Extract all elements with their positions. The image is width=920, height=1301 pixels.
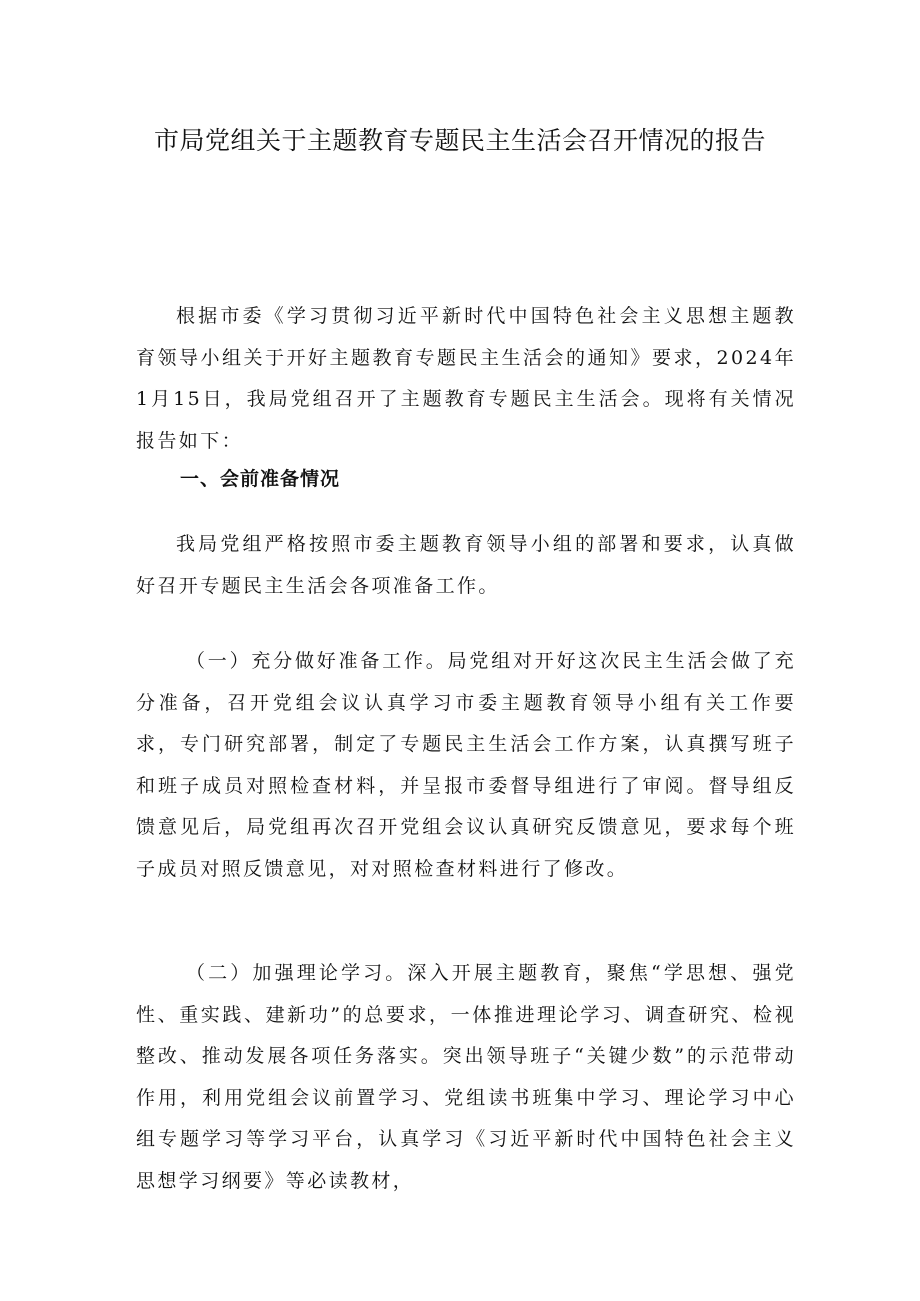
section-heading: 一、会前准备情况 — [180, 468, 341, 490]
document-title: 市局党组关于主题教育专题民主生活会召开情况的报告 — [153, 126, 766, 155]
preparation-paragraph: （一）充分做好准备工作。局党组对开好这次民主生活会做了充分准备，召开党组会议认真学习市委主题教育领导小组有关工作要求，专门研究部署，制定了专题民主生活会工作方案，认真撰写班子和班子成员对照检查材料，并呈报市委督导组进行了审阅。督导组反馈意见后，局党组再次召开党组会议认真研究反馈意见，要求每个班子成员对照反馈意见，对对照检查材料进行了修改。 — [136, 650, 796, 880]
intro-paragraph: 根据市委《学习贯彻习近平新时代中国特色社会主义思想主题教育领导小组关于开好主题教育专题民主生活会的通知》要求，2024年1月15日，我局党组召开了主题教育专题民主生活会。现将有关情况报告如下： — [136, 305, 796, 452]
section-intro-paragraph: 我局党组严格按照市委主题教育领导小组的部署和要求，认真做好召开专题民主生活会各项准备工作。 — [136, 533, 796, 597]
theory-study-paragraph: （二）加强理论学习。深入开展主题教育，聚焦“学思想、强党性、重实践、建新功”的总要求，一体推进理论学习、调查研究、检视整改、推动发展各项任务落实。突出领导班子“关键少数”的示范带动作用，利用党组会议前置学习、党组读书班集中学习、理论学习中心组专题学习等学习平台，认真学习《习近平新时代中国特色社会主义思想学习纲要》等必读教材， — [136, 962, 796, 1192]
